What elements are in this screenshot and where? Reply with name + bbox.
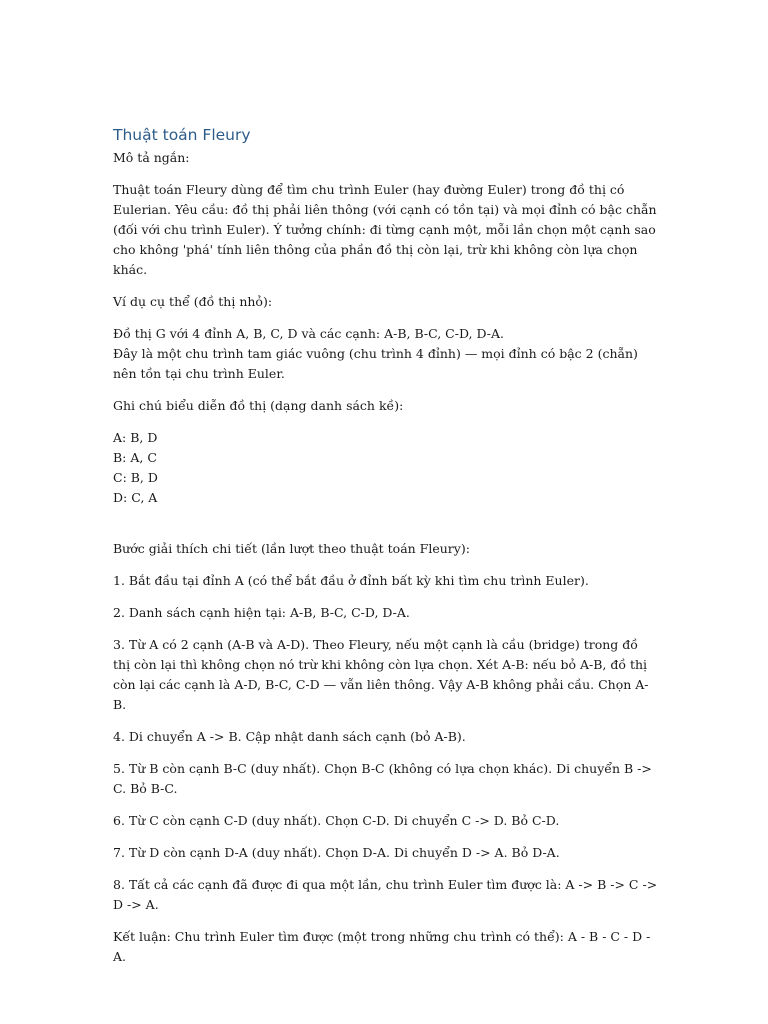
adjacency-list xyxy=(113,428,658,508)
short-desc-label: Mô tả ngắn: xyxy=(113,150,190,165)
adjacency-item: B: A, C xyxy=(113,450,157,465)
step-item: 4. Di chuyển A -> B. Cập nhật danh sách cạnh (bỏ A-B). xyxy=(113,729,466,744)
document-title: Thuật toán Fleury xyxy=(113,126,251,144)
step-item: 3. Từ A có 2 cạnh (A-B và A-D). Theo Fleury, nếu một cạnh là cầu (bridge) trong đồ thị còn lại thì không chọn nó trừ khi không còn lựa chọn. Xét A-B: nếu bỏ A-B, đồ thị còn lại các cạnh là A-D, B-C, C-D — vẫn liên thông. Vậy A-B không phải cầu. Chọn A-B. xyxy=(113,637,649,712)
step-item: 7. Từ D còn cạnh D-A (duy nhất). Chọn D-A. Di chuyển D -> A. Bỏ D-A. xyxy=(113,845,560,860)
conclusion-paragraph: Kết luận: Chu trình Euler tìm được (một trong những chu trình có thể): A - B - C - D - A. xyxy=(113,929,651,964)
adjacency-item: D: C, A xyxy=(113,490,158,505)
adjacency-item: A: B, D xyxy=(113,430,158,445)
adjacency-label: Ghi chú biểu diễn đồ thị (dạng danh sách kề): xyxy=(113,398,404,413)
example-line: Đồ thị G với 4 đỉnh A, B, C, D và các cạnh: A-B, B-C, C-D, D-A. xyxy=(113,326,504,341)
adjacency-item: C: B, D xyxy=(113,470,158,485)
steps-label: Bước giải thích chi tiết (lần lượt theo thuật toán Fleury): xyxy=(113,541,470,556)
step-item: 2. Danh sách cạnh hiện tại: A-B, B-C, C-D, D-A. xyxy=(113,605,410,620)
step-item: 6. Từ C còn cạnh C-D (duy nhất). Chọn C-D. Di chuyển C -> D. Bỏ C-D. xyxy=(113,813,560,828)
intro-paragraph: Thuật toán Fleury dùng để tìm chu trình Euler (hay đường Euler) trong đồ thị có Eulerian. Yêu cầu: đồ thị phải liên thông (với cạnh có tồn tại) và mọi đỉnh có bậc chẵn (đối với chu trình Euler). Ý tưởng chính: đi từng cạnh một, mỗi lần chọn một cạnh sao cho không 'phá' tính liên thông của phần đồ thị còn lại, trừ khi không còn lựa chọn khác. xyxy=(113,182,657,277)
step-item: 5. Từ B còn cạnh B-C (duy nhất). Chọn B-C (không có lựa chọn khác). Di chuyển B -> C. Bỏ B-C. xyxy=(113,761,652,796)
example-label: Ví dụ cụ thể (đồ thị nhỏ): xyxy=(113,294,273,309)
step-item: 1. Bắt đầu tại đỉnh A (có thể bắt đầu ở đỉnh bất kỳ khi tìm chu trình Euler). xyxy=(113,573,589,588)
step-item: 8. Tất cả các cạnh đã được đi qua một lần, chu trình Euler tìm được là: A -> B -> C -> D -> A. xyxy=(113,877,658,912)
example-line: Đây là một chu trình tam giác vuông (chu trình 4 đỉnh) — mọi đỉnh có bậc 2 (chẵn) nên tồn tại chu trình Euler. xyxy=(113,346,638,381)
example-paragraph xyxy=(113,324,658,384)
